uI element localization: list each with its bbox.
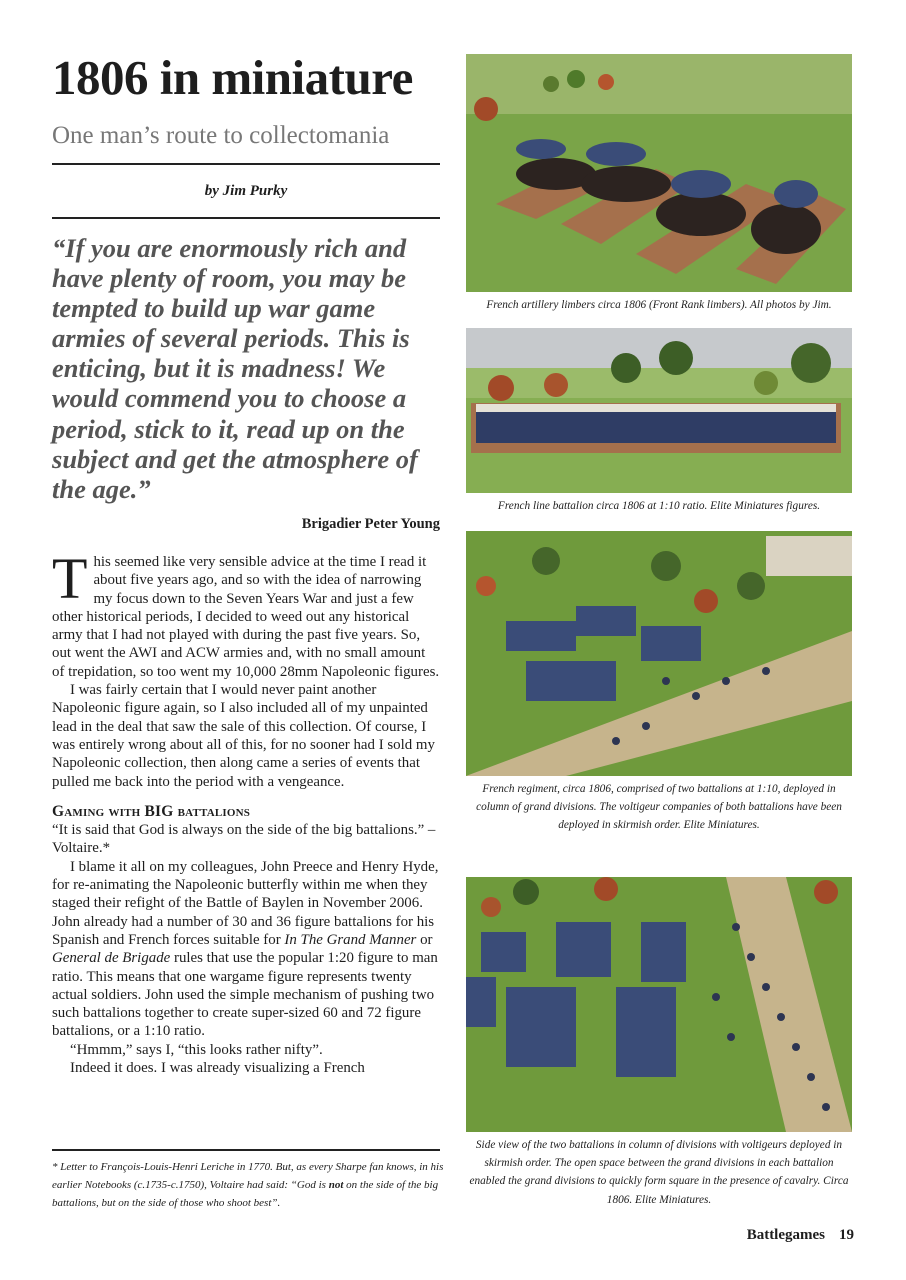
article-body — [52, 546, 440, 1077]
paragraph-4-or: or — [416, 931, 433, 948]
paragraph-6: Indeed it does. I was already visualizing a French — [70, 1060, 365, 1077]
paragraph-4 — [52, 858, 440, 1041]
figure-line-battalion — [466, 328, 852, 515]
caption-regiment-column: French regiment, circa 1806, comprised of two battalions at 1:10, deployed in column of grand divisions. The voltigeur companies of both battalions have been deployed in skirmish order. Elite Miniatures. — [476, 783, 842, 832]
footnote — [52, 1158, 444, 1212]
paragraph-1-text: his seemed like very sensible advice at the time I read it about five years ago, and so with the idea of narrowing my focus down to the Seven Years War and just a few other historical periods, I decided to weed out any historical army that I had not played with during the past five years. So, out went the AWI and ACW armies and, with no small amount of trepidation, so too went my 10,000 28mm Napoleonic figures. — [52, 554, 440, 680]
paragraph-5: “Hmmm,” says I, “this looks rather nifty”. — [70, 1041, 323, 1058]
rules-title-general-de-brigade: General de Brigade — [52, 950, 171, 967]
byline: by Jim Purky — [204, 183, 288, 199]
figure-artillery-limbers — [466, 54, 852, 314]
photo-line-battalion — [466, 328, 852, 493]
drop-cap: T — [52, 546, 88, 611]
footnote-divider — [52, 1149, 440, 1151]
figure-regiment-column — [466, 531, 852, 835]
photo-artillery-limbers — [466, 54, 852, 292]
title-divider — [52, 163, 440, 165]
pull-quote-attribution: Brigadier Peter Young — [301, 516, 440, 532]
article-title: 1806 in miniature — [52, 50, 413, 105]
paragraph-4-text-b: rules that use the popular 1:20 figure to man ratio. This means that one wargame figure represents twenty actual soldiers. John used the simple mechanism of pushing two such battalions together to create super-sized 60 and 72 figure battalions, or a 1:10 ratio. — [52, 950, 438, 1040]
byline-divider — [52, 217, 440, 219]
article-subtitle: One man’s route to collectomania — [52, 122, 390, 149]
magazine-name: Battlegames — [746, 1227, 825, 1243]
photo-side-view — [466, 877, 852, 1132]
caption-artillery-limbers: French artillery limbers circa 1806 (Front Rank limbers). All photos by Jim. — [486, 299, 832, 311]
page-number: 19 — [839, 1227, 854, 1243]
footnote-text-a: * Letter to François-Louis-Henri Leriche in 1770. But, as every Sharpe fan knows, in his earlier Notebooks (c.1735-c.1750), Voltaire had said: “God is — [52, 1161, 444, 1191]
caption-side-view: Side view of the two battalions in column of divisions with voltigeurs deployed in skirmish order. The open space between the grand divisions in each battalion enabled the grand divisions to quickly form square in the presence of cavalry. Circa 1806. Elite Miniatures. — [469, 1139, 849, 1206]
page-footer — [747, 1227, 854, 1244]
paragraph-4-text-a: I blame it all on my colleagues, John Preece and Henry Hyde, for re-animating the Napoleonic butterfly within me when they staged their refight of the Battle of Baylen in November 2006. John already had a number of 30 and 36 figure battalions for his Spanish and French forces suitable for — [52, 858, 439, 948]
pull-quote: “If you are enormously rich and have plenty of room, you may be tempted to build up war game armies of several periods. This is enticing, but it is madness! We would commend you to choose a period, stick to it, read up on the subject and get the atmosphere of the age.” — [52, 233, 418, 504]
paragraph-1 — [52, 546, 440, 681]
figure-side-view — [466, 877, 852, 1209]
footnote-bold: not — [328, 1179, 344, 1191]
footnote-text-b: on the side of the big battalions, but on the side of those who shoot best”. — [52, 1179, 439, 1209]
photo-regiment-column — [466, 531, 852, 776]
rules-title-grand-manner: In The Grand Manner — [284, 931, 417, 948]
caption-line-battalion: French line battalion circa 1806 at 1:10 ratio. Elite Miniatures figures. — [497, 500, 821, 512]
paragraph-2: I was fairly certain that I would never paint another Napoleonic figure again, so I also included all of my unpainted lead in the deal that saw the sale of this collection. Of course, I was entirely wrong about all of this, for no sooner had I sold my Napoleonic collection, then along came a series of events that pulled me back into the period with a vengeance. — [52, 682, 435, 790]
paragraph-3: “It is said that God is always on the side of the big battalions.” – Voltaire.* — [52, 822, 436, 857]
section-heading: Gaming with BIG battalions — [52, 802, 251, 820]
